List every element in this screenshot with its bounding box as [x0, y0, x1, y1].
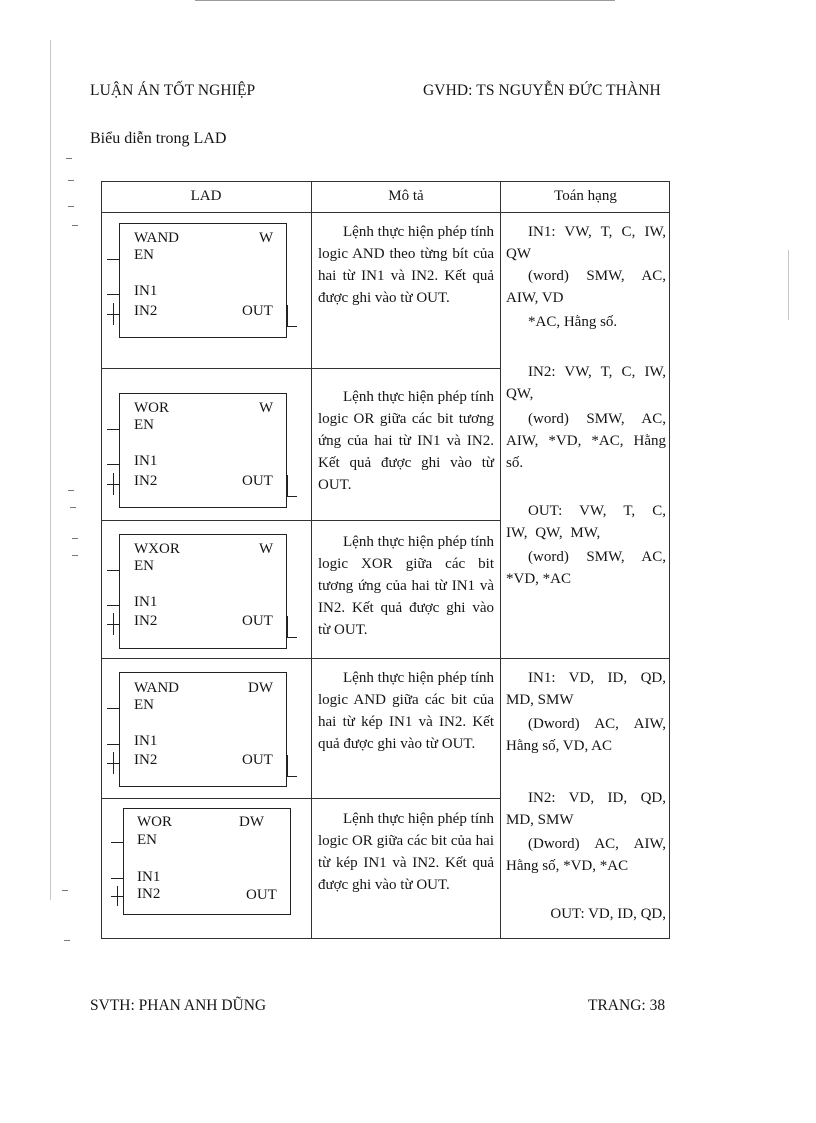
operand-in1-extra: *AC, Hằng số. [528, 314, 618, 330]
en-label: EN [137, 832, 157, 848]
out-wire [287, 305, 288, 327]
margin-tick [72, 555, 78, 556]
out-wire [287, 326, 297, 327]
block-type: W [259, 230, 274, 246]
en-wire [111, 842, 123, 843]
footer-right: TRANG: 38 [588, 997, 666, 1014]
row-separator [101, 658, 670, 659]
out-wire [287, 496, 297, 497]
row-separator [101, 368, 501, 369]
block-type: W [259, 541, 274, 557]
out-label: OUT [242, 752, 273, 768]
scan-left-margin-line [50, 40, 51, 900]
operand-in1-dword-type: (Dword) AC, AIW, Hằng số, VD, AC [506, 716, 666, 754]
out-label: OUT [246, 887, 277, 903]
scan-right-margin-line [788, 250, 789, 320]
en-label: EN [134, 697, 154, 713]
margin-tick [68, 180, 74, 181]
en-label: EN [134, 417, 154, 433]
in2-label: IN2 [134, 303, 158, 319]
block-type: DW [239, 814, 264, 830]
in2-wire [107, 314, 119, 315]
margin-tick [70, 507, 76, 508]
instruction-table [101, 181, 670, 939]
margin-tick [68, 206, 74, 207]
in2-wire [107, 763, 119, 764]
in2-label: IN2 [134, 473, 158, 489]
en-label: EN [134, 247, 154, 263]
operand-in2-dword: IN2: VD, ID, QD, MD, SMW [506, 790, 666, 828]
block-name: WOR [137, 814, 172, 830]
margin-tick [66, 158, 72, 159]
footer-left: SVTH: PHAN ANH DŨNG [90, 997, 267, 1014]
out-label: OUT [242, 303, 273, 319]
in1-wire [107, 605, 119, 606]
row-separator [101, 798, 501, 799]
in1-wire [107, 294, 119, 295]
row-separator [101, 520, 501, 521]
operand-in2-dword-type: (Dword) AC, AIW, Hằng số, *VD, *AC [506, 836, 666, 874]
in1-wire [107, 744, 119, 745]
out-label: OUT [242, 613, 273, 629]
operand-in2-type: (word) SMW, AC, AIW, *VD, *AC, Hằng số. [506, 411, 666, 471]
out-wire [287, 755, 288, 777]
description-wor-dw: Lệnh thực hiện phép tính logic OR giữa các bit của hai từ kép IN1 và IN2. Kết quả được ghi vào từ OUT. [318, 811, 494, 893]
in1-label: IN1 [134, 594, 158, 610]
in1-wire [107, 464, 119, 465]
col-separator [500, 181, 501, 939]
in2-label: IN2 [134, 752, 158, 768]
col-header-description: Mô tả [388, 188, 424, 204]
block-name: WAND [134, 230, 179, 246]
block-name: WOR [134, 400, 169, 416]
description-wor-w: Lệnh thực hiện phép tính logic OR giữa các bit tương ứng của hai từ IN1 và IN2. Kết quả được ghi vào từ OUT. [318, 389, 494, 493]
en-wire [107, 429, 119, 430]
margin-tick [68, 490, 74, 491]
operand-out-type: (word) SMW, AC, *VD, *AC [506, 549, 666, 587]
in1-label: IN1 [134, 733, 158, 749]
header-left: LUẬN ÁN TỐT NGHIỆP [90, 82, 256, 99]
in2-wire [111, 896, 123, 897]
in2-wire [107, 624, 119, 625]
description-wand-w: Lệnh thực hiện phép tính logic AND theo từng bít của hai từ IN1 và IN2. Kết quả được ghi vào từ OUT. [318, 224, 494, 306]
description-wand-dw: Lệnh thực hiện phép tính logic AND giữa các bit của hai từ kép IN1 và IN2. Kết quả được ghi vào từ OUT. [318, 670, 494, 752]
in1-label: IN1 [134, 283, 158, 299]
col-separator [311, 181, 312, 939]
margin-tick [72, 538, 78, 539]
margin-tick [62, 890, 68, 891]
in1-label: IN1 [137, 869, 161, 885]
operand-out-dword: OUT: VD, ID, QD, [550, 906, 666, 922]
out-wire [287, 616, 288, 638]
in2-wire [107, 484, 119, 485]
operand-in1-word: IN1: VW, T, C, IW, QW [506, 224, 666, 262]
in1-label: IN1 [134, 453, 158, 469]
out-wire [287, 637, 297, 638]
operand-in2-word: IN2: VW, T, C, IW, QW, [506, 364, 666, 402]
block-type: W [259, 400, 274, 416]
out-wire [287, 475, 288, 497]
en-wire [107, 570, 119, 571]
description-wxor-w: Lệnh thực hiện phép tính logic XOR giữa các bit tương ứng của hai từ IN1 và IN2. Kết quả được ghi vào từ OUT. [318, 534, 494, 638]
in2-label: IN2 [134, 613, 158, 629]
section-title: Biểu diễn trong LAD [90, 130, 227, 147]
out-label: OUT [242, 473, 273, 489]
margin-tick [64, 940, 70, 941]
en-wire [107, 259, 119, 260]
en-label: EN [134, 558, 154, 574]
margin-tick [72, 225, 78, 226]
block-name: WAND [134, 680, 179, 696]
operand-in1-dword: IN1: VD, ID, QD, MD, SMW [506, 670, 666, 708]
col-header-operands: Toán hạng [554, 188, 617, 204]
header-right: GVHD: TS NGUYỄN ĐỨC THÀNH [423, 82, 661, 99]
operand-out-word: OUT: VW, T, C, IW, QW, MW, [506, 503, 666, 541]
operand-in1-type: (word) SMW, AC, AIW, VD [506, 268, 666, 306]
header-separator [101, 212, 670, 213]
block-name: WXOR [134, 541, 180, 557]
in1-wire [111, 878, 123, 879]
out-wire [287, 776, 297, 777]
en-wire [107, 708, 119, 709]
in2-label: IN2 [137, 886, 161, 902]
col-header-lad: LAD [190, 188, 222, 204]
block-type: DW [248, 680, 273, 696]
scan-top-line [195, 0, 615, 1]
